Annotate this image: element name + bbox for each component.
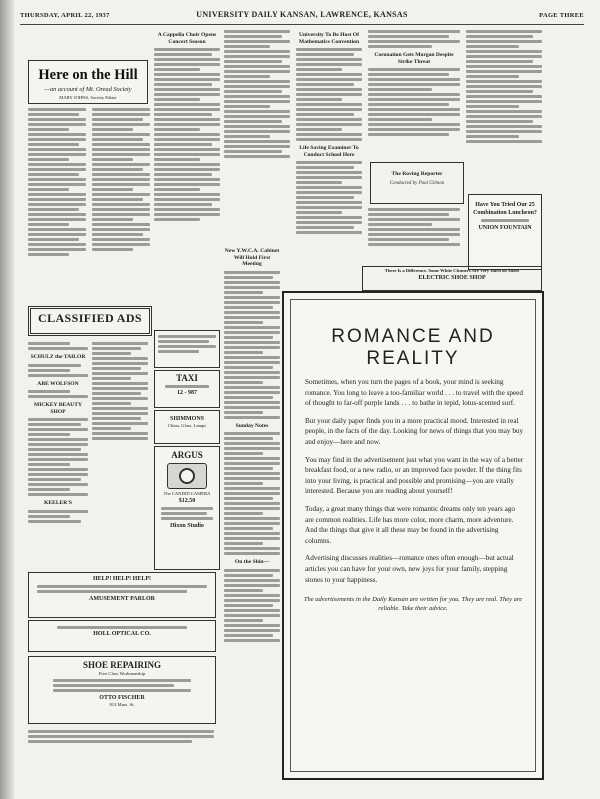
romance-paragraph-1: Sometimes, when you turn the pages of a book, your mind is seeking romance. You long to leave a too-familiar world . . . to travel with the speed of thought to far-off purple lands . . . to bathe in tepid, lotus-scented surf. — [305, 378, 523, 408]
taxi-phone: 12 - 987 — [177, 390, 197, 396]
otto-address: 813 Mass. St. — [109, 701, 135, 707]
hill-header-box — [28, 60, 148, 104]
society-column-left — [28, 106, 86, 298]
masthead-title: UNIVERSITY DAILY KANSAN, LAWRENCE, KANSAS — [196, 10, 408, 19]
optical-ad — [28, 620, 216, 652]
amusement-parlor: AMUSEMENT PARLOR — [89, 596, 155, 602]
article-math-headline: University To Be Host Of Mathematics Convention — [298, 32, 360, 45]
classified-rates — [28, 728, 214, 752]
taxi-ad — [154, 370, 220, 408]
romance-inner-frame — [290, 299, 536, 772]
column-6 — [368, 28, 460, 158]
ad-keeler: KEELER'S — [44, 500, 72, 506]
electric-shoe-shop: ELECTRIC SHOE SHOP — [418, 274, 486, 281]
electric-shoe-shop-ad — [362, 266, 542, 291]
optical-title: HOLL OPTICAL CO. — [93, 631, 151, 637]
masthead — [20, 10, 584, 22]
article-lifesaving-headline: Life Saving Examiner To Conduct School Here — [299, 145, 359, 158]
help-ad — [28, 572, 216, 618]
hill-title: Here on the Hill — [38, 67, 138, 83]
ad-abe-wolfson: ABE WOLFSON — [37, 380, 79, 387]
taxi-title: TAXI — [176, 373, 198, 383]
society-column-right — [92, 106, 150, 298]
argus-price: $12.50 — [178, 497, 196, 504]
otto-fischer: OTTO FISCHER — [99, 694, 145, 701]
argus-sub: The CANDID CAMERA — [163, 491, 211, 496]
hixon-studio: Hixon Studio — [170, 522, 204, 529]
shimmons-ad — [154, 410, 220, 444]
roving-reporter-box — [370, 162, 464, 204]
classified-title: CLASSIFIED ADS — [38, 311, 142, 325]
shimmons-title: SHIMMONS — [169, 416, 204, 422]
article-shin-headline: On the Shin— — [234, 559, 270, 565]
romance-title-2: REALITY — [366, 348, 460, 369]
classified-column-right — [92, 340, 148, 540]
romance-reality-ad — [282, 291, 544, 780]
classified-header — [28, 306, 152, 336]
masthead-rule — [20, 24, 584, 25]
column-4-top — [224, 28, 290, 238]
help-title: HELP! HELP! HELP! — [92, 576, 151, 582]
roving-byline: Conducted by Paul Gilman — [389, 180, 445, 186]
argus-title: ARGUS — [171, 450, 203, 460]
ad-schulz: SCHULZ the TAILOR — [30, 354, 86, 360]
roving-text — [368, 206, 460, 262]
fountain-brand: UNION FOUNTAIN — [478, 225, 532, 231]
difference-title: There Is a Difference. Some White Cleaners Are Very Hard on Shoes — [384, 268, 520, 273]
rooms-ad — [154, 330, 220, 368]
shoe-repair-sub: First Class Workmanship — [98, 671, 146, 676]
article-choir-headline: A Cappella Choir Opens Concert Season — [157, 32, 217, 45]
romance-paragraph-5: Advertising discusses realities—romance ones often enough—but actual articles you can have for your own, new joys for your family, stepping stones to your happiness. — [305, 554, 514, 584]
romance-title-1: ROMANCE AND — [331, 326, 495, 347]
shoe-repair-title: SHOE REPAIRING — [82, 660, 162, 670]
shoe-repair-ad — [28, 656, 216, 724]
roving-title: The Roving Reporter — [391, 171, 443, 177]
hill-subtitle: —an account of Mt. Oread Society — [44, 86, 132, 93]
romance-paragraph-3: You may find in the advertisement just what you want in the way of a better breakfast food, or a new radio, or an improved face powder. If the thing fits into your living, is practical and possible and promising—you are vitally interested. Because you are reading about yourself! — [305, 455, 524, 496]
hill-byline: MARY JOHNS, Society Editor — [59, 95, 117, 100]
article-sunday-headline: Sunday Notes — [235, 422, 269, 429]
column-3 — [154, 28, 220, 328]
masthead-page: PAGE THREE — [539, 12, 584, 19]
shimmons-sub: China, Glass, Lamps — [167, 423, 207, 428]
column-7 — [466, 28, 542, 188]
column-5 — [296, 28, 362, 288]
page-edge-shadow — [0, 0, 14, 799]
camera-icon — [167, 463, 207, 489]
column-4 — [224, 244, 280, 760]
article-coronation-headline: Coronation Gets Morgan Despite Strike Threat — [374, 52, 454, 65]
fountain-question: Have You Tried Our 25 Combination Luncheon? — [473, 202, 537, 216]
romance-footnote: The advertisements in the Daily Kansan are written for you. They are real. They are reliable. Take their advice. — [303, 596, 523, 613]
romance-paragraph-4: Today, a great many things that were romantic dreams only ten years ago are common realities. Life has more color, more charm, more adventure. And the things that give it all these may be found in the advertising columns. — [305, 504, 515, 545]
union-fountain-ad — [468, 194, 542, 270]
masthead-date: THURSDAY, APRIL 22, 1937 — [20, 12, 110, 19]
argus-ad — [154, 446, 220, 570]
article-ywca-headline: New Y.W.C.A. Cabinet Will Hold First Meeting — [224, 248, 280, 267]
romance-paragraph-2: But your daily paper finds you in a more practical mood. Interested in real people, in the facts of the day. Looking for news of things that you may buy and enjoy—here and now. — [305, 416, 524, 446]
ad-mickey-beauty: MICKEY BEAUTY SHOP — [33, 402, 83, 415]
